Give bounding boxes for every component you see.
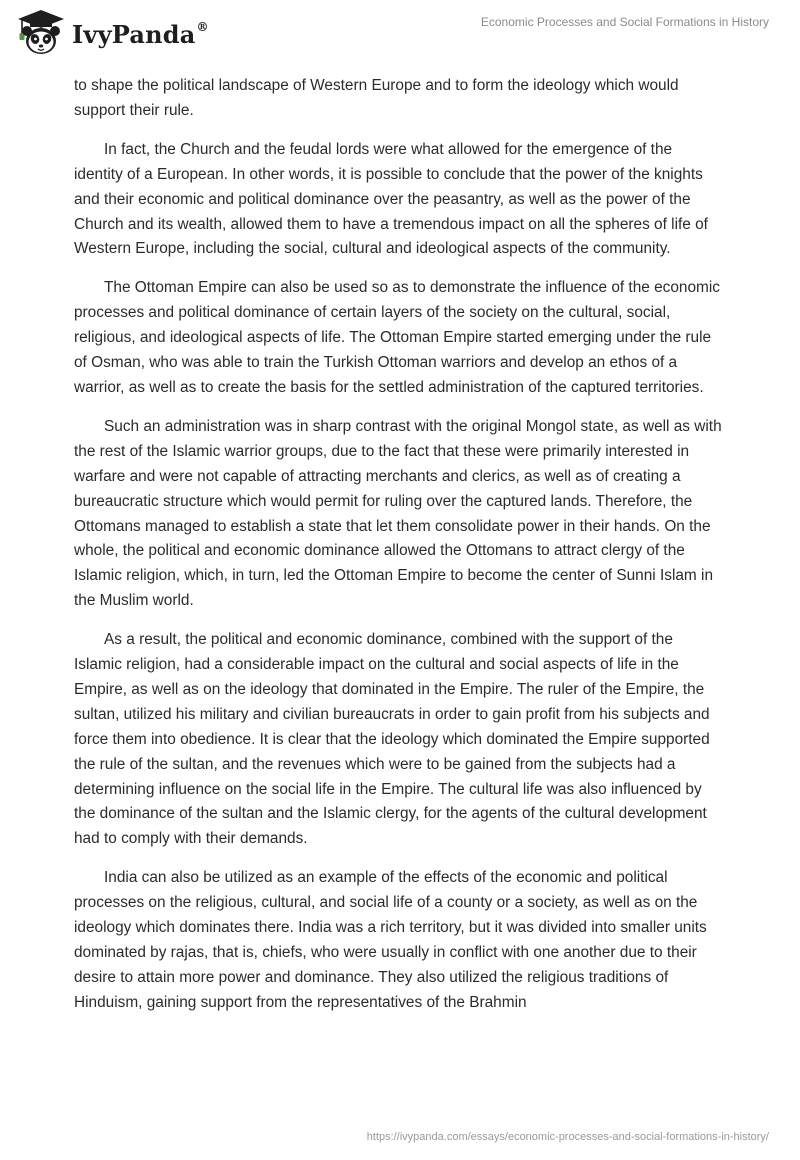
paragraph: The Ottoman Empire can also be used so as to demonstrate the influence of the economic processes and political dominance of certain layers of the society on the cultural, social, religious, and ideological aspects of life. The Ottoman Empire started emerging under the rule of Osman, who was able to train the Turkish Ottoman warriors and develop an ethos of a warrior, as well as to create the basis for the settled administration of the captured territories. [74, 279, 720, 396]
document-title: Economic Processes and Social Formations in History [480, 15, 769, 29]
source-url[interactable]: https://ivypanda.com/essays/economic-processes-and-social-formations-in-history/ [366, 1131, 769, 1143]
ivypanda-logo[interactable] [14, 8, 209, 58]
paragraph: As a result, the political and economic dominance, combined with the support of the Islamic religion, had a considerable impact on the cultural and social aspects of life in the Empire, as well as on the ideology that dominated in the Empire. The ruler of the Empire, the sultan, utilized his military and civilian bureaucrats in order to gain profit from his subjects and force them into obedience. It is clear that the ideology which dominated the Empire supported the rule of the sultan, and the revenues which were to be gained from the subjects had a determining influence on the social life in the Empire. The cultural life was also influenced by the dominance of the sultan and the Islamic clergy, for the agents of the cultural development had to comply with their demands. [74, 631, 710, 848]
paragraph: to shape the political landscape of Western Europe and to form the ideology which would support their rule. [74, 77, 679, 119]
essay-body [74, 74, 724, 1030]
logo-text: IvyPanda® [72, 19, 209, 49]
panda-graduate-icon [14, 8, 68, 58]
paragraph: Such an administration was in sharp contrast with the original Mongol state, as well as with the rest of the Islamic warrior groups, due to the fact that these were primarily interested in warfare and were not capable of attracting merchants and clerics, as well as of creating a bureaucratic structure which would permit for ruling over the captured lands. Therefore, the Ottomans managed to establish a state that let them consolidate power in their hands. On the whole, the political and economic dominance allowed the Ottomans to attract clergy of the Islamic religion, which, in turn, led the Ottoman Empire to become the center of Sunni Islam in the Muslim world. [74, 417, 722, 610]
paragraph: India can also be utilized as an example of the effects of the economic and political processes on the religious, cultural, and social life of a county or a society, as well as on the ideology which dominates there. India was a rich territory, but it was divided into smaller units dominated by rajas, that is, chiefs, who were usually in conflict with one another due to their desire to attain more power and dominance. They also utilized the religious traditions of Hinduism, gaining support from the representatives of the Brahmin [74, 869, 707, 1011]
page-header [0, 0, 800, 70]
registered-mark: ® [196, 19, 209, 34]
paragraph: In fact, the Church and the feudal lords were what allowed for the emergence of the identity of a European. In other words, it is possible to conclude that the power of the knights and their economic and political dominance over the peasantry, as well as the power of the Church and its wealth, allowed them to have a tremendous impact on all the spheres of life of Western Europe, including the social, cultural and ideological aspects of the community. [74, 140, 708, 258]
